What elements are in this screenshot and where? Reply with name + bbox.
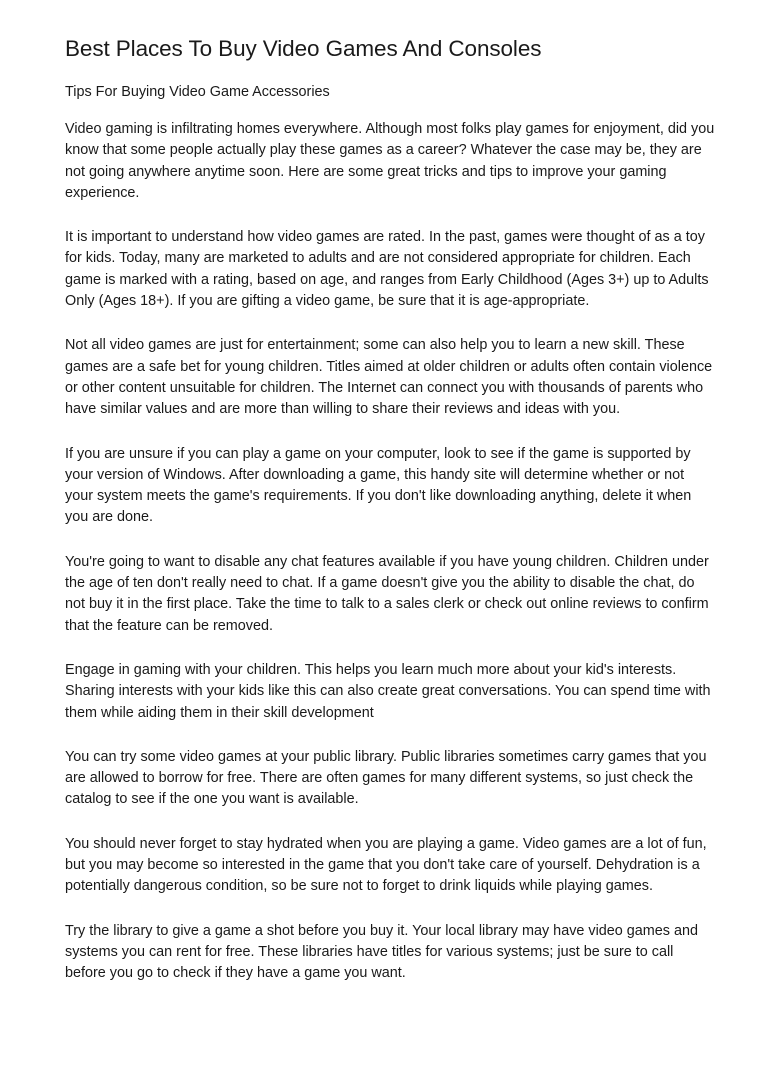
paragraph-1: Video gaming is infiltrating homes everywhere. Although most folks play games for enjoyment, did you know that some people actually play these games as a career? Whatever the case may be, they are not going anywhere anytime soon. Here are some great tricks and tips to improve your gaming experience. [65, 121, 715, 201]
paragraph-2: It is important to understand how video games are rated. In the past, games were thought of as a toy for kids. Today, many are marketed to adults and are not considered appropriate for children. Each game is marked with a rating, based on age, and ranges from Early Childhood (Ages 3+) up to Adults Only (Ages 18+). If you are gifting a video game, be sure that it is age-appropriate. [65, 229, 709, 310]
paragraph-6: Engage in gaming with your children. This helps you learn much more about your kid's interests. Sharing interests with your kids like this can also create great conversations. You can spend time with them while aiding them in their skill development [65, 661, 711, 721]
paragraph-7: You can try some video games at your public library. Public libraries sometimes carry games that you are allowed to borrow for free. There are often games for many different systems, so just check the catalog to see if the one you want is available. [65, 748, 707, 808]
document-page [65, 34, 715, 1008]
paragraph-8: You should never forget to stay hydrated when you are playing a game. Video games are a lot of fun, but you may become so interested in the game that you don't take care of yourself. Dehydration is a potentially dangerous condition, so be sure not to forget to drink liquids while playing games. [65, 835, 707, 895]
paragraph-9: Try the library to give a game a shot before you buy it. Your local library may have video games and systems you can rent for free. These libraries have titles for various systems; just be sure to call before you go to check if they have a game you want. [65, 922, 698, 982]
page-subtitle: Tips For Buying Video Game Accessories [65, 84, 330, 100]
paragraph-5: You're going to want to disable any chat features available if you have young children. Children under the age of ten don't really need to chat. If a game doesn't give you the ability to disable the chat, do not buy it in the first place. Take the time to talk to a sales clerk or check out online reviews to confirm that the feature can be removed. [65, 553, 709, 634]
paragraph-4: If you are unsure if you can play a game on your computer, look to see if the game is supported by your version of Windows. After downloading a game, this handy site will determine whether or not your system meets the game's requirements. If you don't like downloading anything, delete it when you are done. [65, 445, 692, 526]
paragraph-3: Not all video games are just for entertainment; some can also help you to learn a new skill. These games are a safe bet for young children. Titles aimed at older children or adults often contain violence or other content unsuitable for children. The Internet can connect you with thousands of parents who have similar values and are more than willing to share their reviews and ideas with you. [65, 337, 713, 418]
page-title: Best Places To Buy Video Games And Consoles [65, 36, 542, 61]
